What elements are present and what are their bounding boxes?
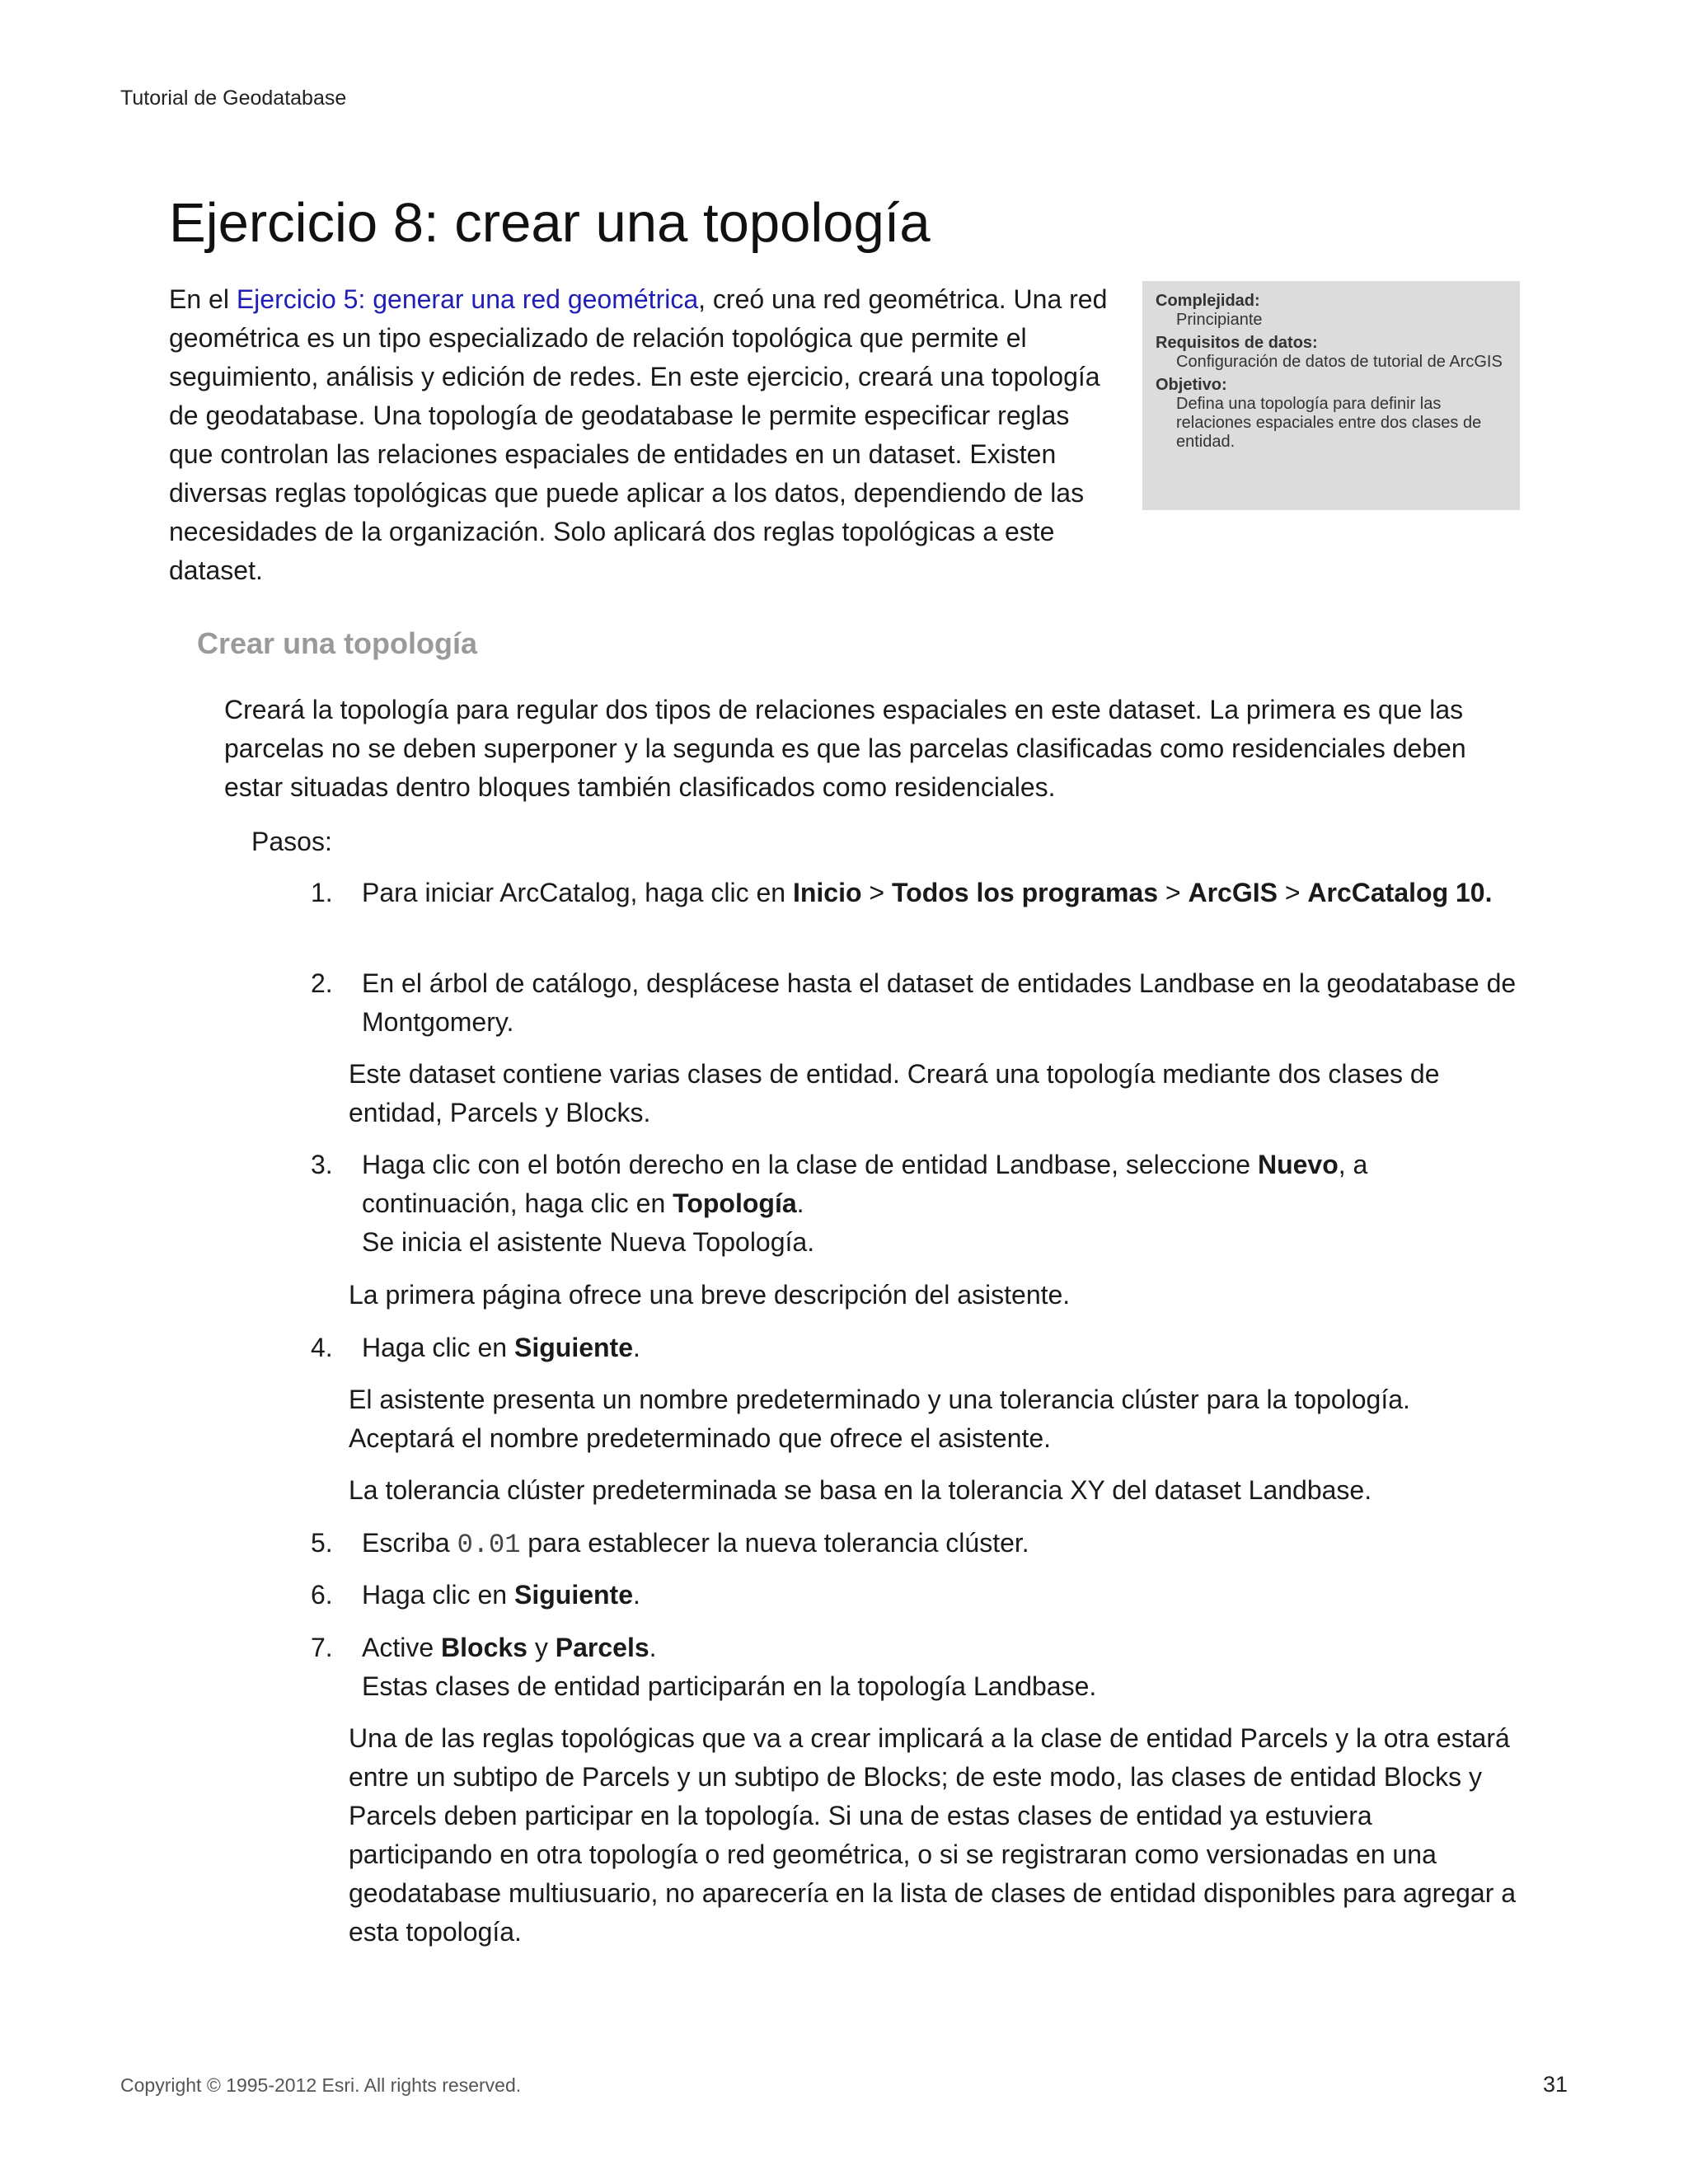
tolerance-value: 0.01: [457, 1530, 521, 1560]
page-number: 31: [1543, 2072, 1568, 2097]
step-7-note: Una de las reglas topológicas que va a crear implicará a la clase de entidad Parcels y la otra estará entre un subtipo de Parcels y un subtipo de Blocks; de este modo, las clases de entidad Blocks y Parcels deben participar en la topología. Si una de estas clases de entidad ya estuviera participando en otra topología o red geométrica, o si se registraran como versionadas en una geodatabase multiusuario, no aparecería en la lista de clases de entidad disponibles para agregar a esta topología.: [349, 1723, 1517, 1947]
step-number: 2.: [311, 968, 333, 998]
step-1: [311, 874, 1522, 912]
intro-text-start: En el: [169, 284, 237, 314]
step-text: Haga clic en Siguiente.: [362, 1580, 640, 1610]
step-number: 5.: [311, 1528, 333, 1558]
exercise-5-link[interactable]: Ejercicio 5: generar una red geométrica: [236, 284, 699, 314]
data-requirements-value: Configuración de datos de tutorial de ArcGIS: [1176, 353, 1503, 371]
step-2-note: Este dataset contiene varias clases de entidad. Creará una topología mediante dos clases de entidad, Parcels y Blocks.: [349, 1059, 1440, 1127]
step-number: 4.: [311, 1333, 333, 1362]
step-3-note: La primera página ofrece una breve descripción del asistente.: [349, 1280, 1071, 1310]
step-3: [311, 1146, 1522, 1262]
section-title: Crear una topología: [197, 626, 478, 660]
step-text: En el árbol de catálogo, desplácese hasta el dataset de entidades Landbase en la geodatabase de Montgomery.: [362, 968, 1517, 1037]
step-number: 1.: [311, 878, 333, 907]
page-title: Ejercicio 8: crear una topología: [169, 192, 931, 254]
step-6: [311, 1576, 1522, 1615]
step-text: Para iniciar ArcCatalog, haga clic en Inicio > Todos los programas > ArcGIS > ArcCatalog 10.: [362, 878, 1493, 907]
running-header: Tutorial de Geodatabase: [120, 87, 347, 110]
step-7: [311, 1629, 1522, 1706]
step-number: 6.: [311, 1580, 333, 1610]
complexity-label: Complejidad:: [1156, 292, 1260, 310]
step-4-note-a: El asistente presenta un nombre predeterminado y una tolerancia clúster para la topología. Aceptará el nombre predeterminado que ofrece el asistente.: [349, 1385, 1410, 1453]
step-text: Escriba 0.01 para establecer la nueva tolerancia clúster.: [362, 1528, 1029, 1560]
step-4-note-b: La tolerancia clúster predeterminada se basa en la tolerancia XY del dataset Landbase.: [349, 1475, 1372, 1505]
step-5: [311, 1524, 1522, 1564]
step-4: [311, 1329, 1522, 1367]
complexity-value: Principiante: [1176, 311, 1263, 329]
step-text: Active Blocks y Parcels. Estas clases de entidad participarán en la topología Landbase.: [362, 1633, 1097, 1701]
section-intro: Creará la topología para regular dos tipos de relaciones espaciales en este dataset. La primera es que las parcelas no se deben superponer y la segunda es que las parcelas clasificadas como residenciales deben estar situadas dentro bloques también clasificados como residenciales.: [224, 695, 1466, 802]
step-2: [311, 964, 1522, 1042]
intro-text-end: , creó una red geométrica. Una red geométrica es un tipo especializado de relación topológica que permite el seguimiento, análisis y edición de redes. En este ejercicio, creará una topología de geodatabase. Una topología de geodatabase le permite especificar reglas que controlan las relaciones espaciales de entidades en un dataset. Existen diversas reglas topológicas que puede aplicar a los datos, dependiendo de las necesidades de la organización. Solo aplicará dos reglas topológicas a este dataset.: [169, 284, 1108, 585]
step-text: Haga clic con el botón derecho en la clase de entidad Landbase, seleccione Nuevo, a continuación, haga clic en Topología. Se inicia el asistente Nueva Topología.: [362, 1150, 1368, 1257]
steps-label: Pasos:: [251, 827, 332, 856]
data-requirements-label: Requisitos de datos:: [1156, 334, 1318, 352]
goal-label: Objetivo:: [1156, 376, 1227, 394]
copyright-notice: Copyright © 1995-2012 Esri. All rights reserved.: [120, 2074, 522, 2096]
exercise-info-box: [1142, 281, 1520, 510]
intro-paragraph: [169, 280, 1117, 590]
step-number: 3.: [311, 1150, 333, 1179]
step-text: Haga clic en Siguiente.: [362, 1333, 640, 1362]
goal-value: Defina una topología para definir las relaciones espaciales entre dos clases de entidad.: [1176, 395, 1482, 451]
step-number: 7.: [311, 1633, 333, 1662]
